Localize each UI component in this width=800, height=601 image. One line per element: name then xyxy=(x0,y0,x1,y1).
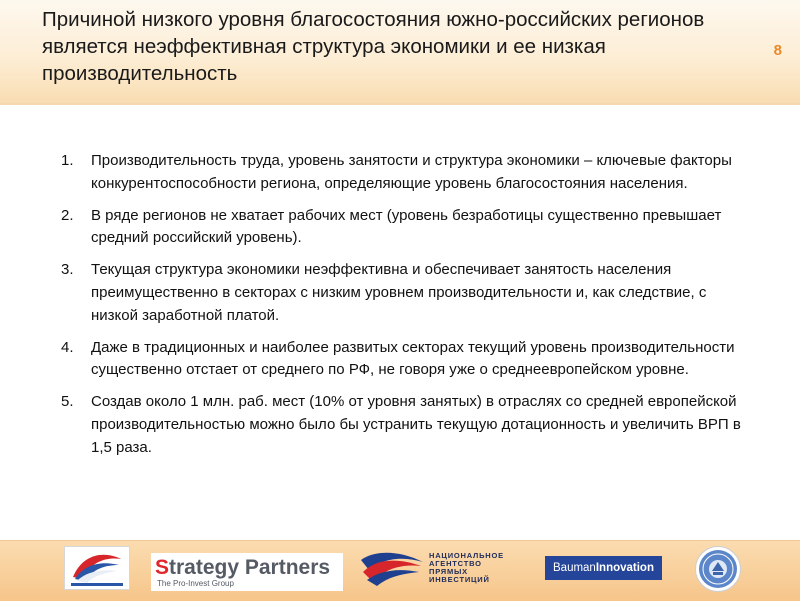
list-item-text: В ряде регионов не хватает рабочих мест (уровень безработицы существенно превышает средний российский уровень). xyxy=(91,206,722,247)
list-item-text: Создав около 1 млн. раб. мест (10% от уровня занятых) в отраслях со средней европейской производительностью можно было бы устранить текущую дотационность и увеличить ВРП в 1,5 раза. xyxy=(91,393,741,456)
flag-emblem-logo xyxy=(64,546,130,590)
round-seal-logo xyxy=(695,546,741,592)
agency-swoosh-icon xyxy=(359,548,425,588)
list-item-text: Производительность труда, уровень занятости и структура экономики – ключевые факторы конкурентоспособности региона, определяющие уровень благосостояния населения. xyxy=(91,152,732,192)
slide-header xyxy=(0,0,800,103)
flag-swoosh-icon xyxy=(65,547,129,589)
national-agency-wordmark: НАЦИОНАЛЬНОЕ АГЕНТСТВО ПРЯМЫХ ИНВЕСТИЦИЙ xyxy=(429,551,504,584)
strategy-partners-subtitle: The Pro-Invest Group xyxy=(157,579,234,588)
list-item-text: Текущая структура экономики неэффективна и обеспечивает занятость населения преимущественно в секторах с низким уровнем производительности и, как следствие, с низкой заработной платой. xyxy=(91,261,707,324)
national-agency-logo xyxy=(359,548,527,588)
list-item xyxy=(44,205,744,251)
slide-title: Причиной низкого уровня благосостояния южно-российских регионов является неэффективная структура экономики и ее низкая производительность xyxy=(42,8,705,85)
strategy-partners-wordmark: Strategy Partners xyxy=(155,556,331,579)
header-divider xyxy=(0,103,800,105)
list-item-number: 1. xyxy=(61,152,74,169)
page-number: 8 xyxy=(773,42,782,59)
list-item-text: Даже в традиционных и наиболее развитых секторах текущий уровень производительности существенно отстает от среднего по РФ, не говоря уже о среднеевропейском уровне. xyxy=(91,338,735,379)
findings-list xyxy=(44,150,744,469)
list-item xyxy=(44,259,744,327)
list-item xyxy=(44,150,744,196)
list-item xyxy=(44,337,744,383)
list-item-number: 5. xyxy=(61,393,74,411)
seal-emblem-icon xyxy=(696,547,740,591)
bauman-innovation-logo xyxy=(545,556,662,580)
bauman-innovation-wordmark: BaumanInnovation xyxy=(553,562,654,574)
list-item-number: 3. xyxy=(61,261,74,279)
strategy-partners-logo xyxy=(151,553,343,591)
list-item-number: 4. xyxy=(61,338,74,356)
list-item xyxy=(44,391,744,459)
list-item-number: 2. xyxy=(61,206,74,224)
